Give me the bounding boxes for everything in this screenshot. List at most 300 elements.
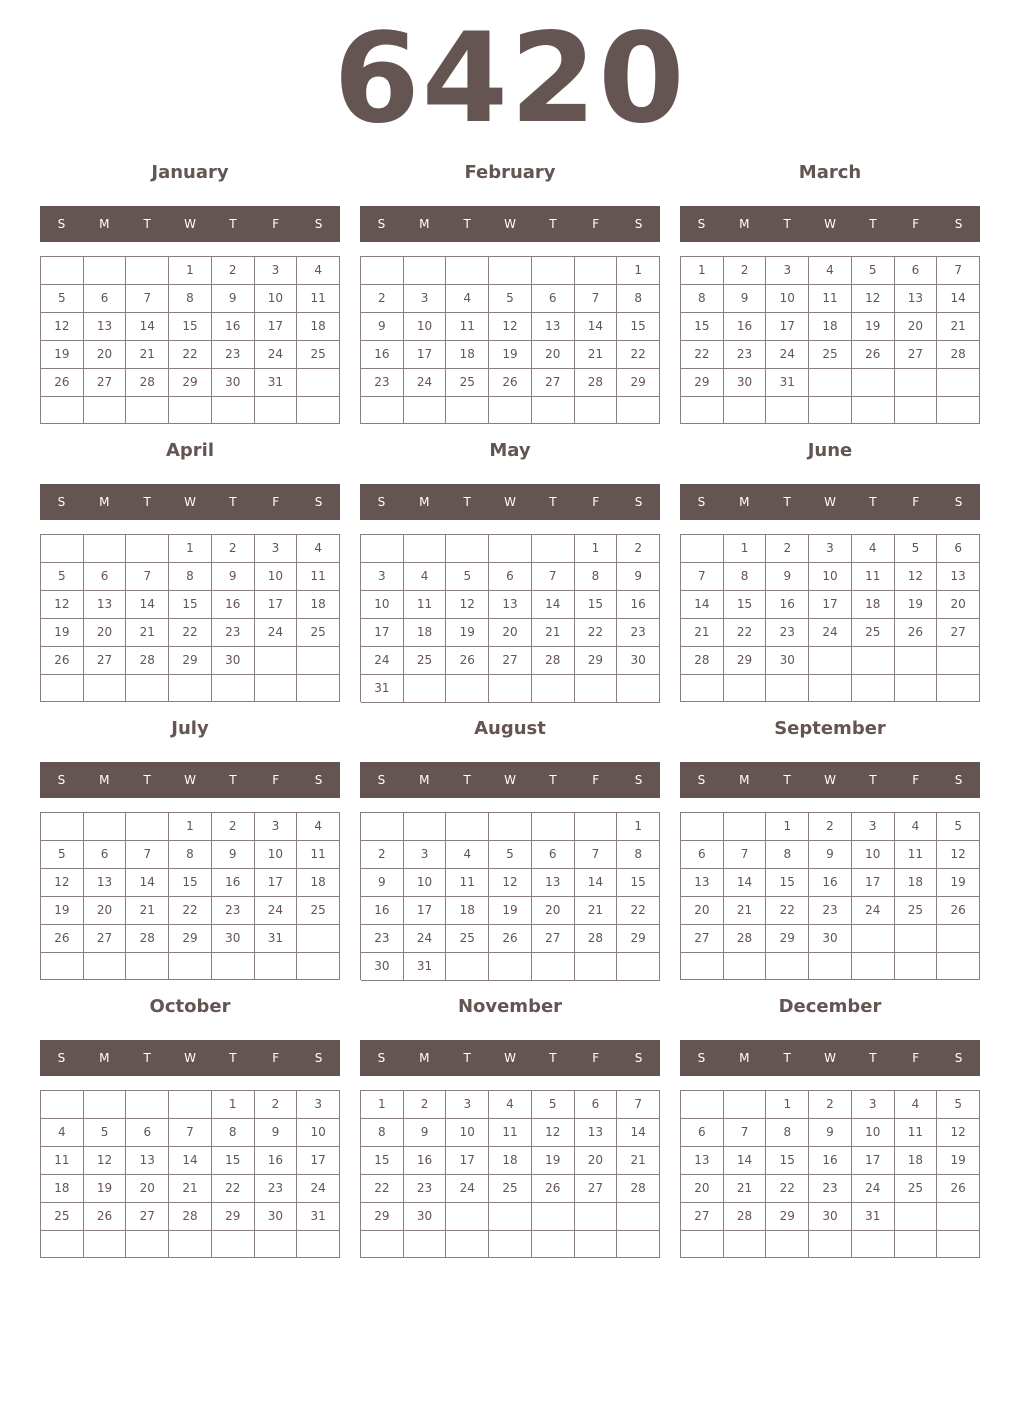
empty-day-cell xyxy=(126,535,169,563)
day-cell: 7 xyxy=(575,841,618,869)
month-name: September xyxy=(774,718,886,739)
empty-day-cell xyxy=(937,369,980,397)
day-cell: 27 xyxy=(937,619,980,647)
empty-day-cell xyxy=(41,953,84,980)
day-cell: 11 xyxy=(404,591,447,619)
day-cell: 27 xyxy=(126,1203,169,1231)
day-cell: 9 xyxy=(617,563,660,591)
day-cell: 3 xyxy=(852,813,895,841)
weekday-label: T xyxy=(229,773,237,787)
day-cell: 30 xyxy=(809,925,852,953)
day-cell: 28 xyxy=(617,1175,660,1203)
day-cell: 20 xyxy=(84,619,127,647)
day-cell: 14 xyxy=(126,313,169,341)
weekday-label: S xyxy=(377,773,386,787)
day-cell: 10 xyxy=(297,1119,340,1147)
empty-day-cell xyxy=(895,675,938,702)
day-cell: 2 xyxy=(212,535,255,563)
day-cell: 2 xyxy=(255,1091,298,1119)
empty-day-cell xyxy=(852,675,895,702)
empty-day-cell xyxy=(404,535,447,563)
month-name: October xyxy=(149,996,231,1017)
year-title: 6420 xyxy=(333,7,687,151)
weekday-label: W xyxy=(184,1051,196,1065)
day-cell: 17 xyxy=(255,591,298,619)
day-cell: 12 xyxy=(41,313,84,341)
day-cell: 18 xyxy=(297,869,340,897)
weekday-label: S xyxy=(377,1051,386,1065)
empty-day-cell xyxy=(255,647,298,675)
day-cell: 30 xyxy=(809,1203,852,1231)
empty-day-cell xyxy=(489,1203,532,1231)
day-grid xyxy=(680,812,980,980)
weekday-label: F xyxy=(592,1051,600,1065)
day-cell: 23 xyxy=(212,341,255,369)
weekday-label: S xyxy=(314,1051,323,1065)
day-cell: 25 xyxy=(809,341,852,369)
day-cell: 21 xyxy=(575,897,618,925)
day-cell: 1 xyxy=(617,813,660,841)
day-cell: 23 xyxy=(617,619,660,647)
empty-day-cell xyxy=(895,1231,938,1258)
day-cell: 11 xyxy=(809,285,852,313)
day-cell: 19 xyxy=(937,1147,980,1175)
weekday-header xyxy=(680,762,980,798)
weekday-label: T xyxy=(869,1051,877,1065)
day-cell: 27 xyxy=(532,925,575,953)
empty-day-cell xyxy=(41,813,84,841)
weekday-label: S xyxy=(314,217,323,231)
day-cell: 4 xyxy=(41,1119,84,1147)
empty-day-cell xyxy=(617,953,660,981)
day-cell: 20 xyxy=(895,313,938,341)
day-cell: 6 xyxy=(575,1091,618,1119)
empty-day-cell xyxy=(724,1091,767,1119)
day-cell: 3 xyxy=(446,1091,489,1119)
empty-day-cell xyxy=(169,1091,212,1119)
day-cell: 8 xyxy=(617,841,660,869)
day-cell: 12 xyxy=(937,1119,980,1147)
day-grid xyxy=(680,1090,980,1258)
day-cell: 8 xyxy=(169,841,212,869)
weekday-label: F xyxy=(272,1051,280,1065)
weekday-label: T xyxy=(549,1051,557,1065)
day-cell: 17 xyxy=(255,869,298,897)
day-cell: 2 xyxy=(809,813,852,841)
empty-day-cell xyxy=(255,1231,298,1258)
day-cell: 9 xyxy=(766,563,809,591)
month-name: February xyxy=(464,162,556,183)
day-cell: 4 xyxy=(895,813,938,841)
empty-day-cell xyxy=(489,535,532,563)
day-cell: 6 xyxy=(489,563,532,591)
empty-day-cell xyxy=(446,397,489,424)
day-cell: 1 xyxy=(681,257,724,285)
day-cell: 20 xyxy=(532,897,575,925)
day-cell: 7 xyxy=(575,285,618,313)
weekday-label: W xyxy=(184,217,196,231)
day-cell: 3 xyxy=(255,257,298,285)
day-cell: 23 xyxy=(212,619,255,647)
empty-day-cell xyxy=(852,1231,895,1258)
weekday-label: T xyxy=(549,495,557,509)
empty-day-cell xyxy=(532,535,575,563)
weekday-label: S xyxy=(634,1051,643,1065)
weekday-header xyxy=(360,484,660,520)
weekday-label: M xyxy=(739,1051,750,1065)
day-grid xyxy=(360,1090,660,1258)
day-cell: 1 xyxy=(575,535,618,563)
empty-day-cell xyxy=(895,647,938,675)
day-cell: 13 xyxy=(84,869,127,897)
day-cell: 29 xyxy=(361,1203,404,1231)
day-cell: 7 xyxy=(169,1119,212,1147)
weekday-label: S xyxy=(954,217,963,231)
empty-day-cell xyxy=(361,397,404,424)
empty-day-cell xyxy=(446,953,489,981)
day-cell: 5 xyxy=(84,1119,127,1147)
empty-day-cell xyxy=(809,675,852,702)
empty-day-cell xyxy=(766,675,809,702)
empty-day-cell xyxy=(895,369,938,397)
day-cell: 23 xyxy=(361,925,404,953)
day-cell: 2 xyxy=(724,257,767,285)
day-cell: 28 xyxy=(681,647,724,675)
weekday-label: S xyxy=(634,773,643,787)
day-cell: 27 xyxy=(895,341,938,369)
day-cell: 16 xyxy=(212,313,255,341)
day-cell: 20 xyxy=(681,897,724,925)
day-cell: 18 xyxy=(446,897,489,925)
day-cell: 26 xyxy=(852,341,895,369)
empty-day-cell xyxy=(489,813,532,841)
day-cell: 28 xyxy=(724,1203,767,1231)
weekday-label: S xyxy=(57,1051,66,1065)
empty-day-cell xyxy=(895,925,938,953)
weekday-label: T xyxy=(143,773,151,787)
day-cell: 31 xyxy=(255,369,298,397)
day-cell: 29 xyxy=(724,647,767,675)
day-cell: 19 xyxy=(532,1147,575,1175)
day-cell: 30 xyxy=(212,369,255,397)
empty-day-cell xyxy=(681,953,724,980)
day-cell: 14 xyxy=(169,1147,212,1175)
empty-day-cell xyxy=(681,1231,724,1258)
day-cell: 6 xyxy=(84,563,127,591)
empty-day-cell xyxy=(446,1231,489,1258)
weekday-header xyxy=(40,1040,340,1076)
empty-day-cell xyxy=(41,675,84,702)
day-cell: 3 xyxy=(766,257,809,285)
empty-day-cell xyxy=(575,397,618,424)
day-cell: 19 xyxy=(41,619,84,647)
day-cell: 20 xyxy=(937,591,980,619)
day-cell: 24 xyxy=(255,341,298,369)
empty-day-cell xyxy=(404,675,447,703)
day-cell: 11 xyxy=(297,285,340,313)
weekday-label: F xyxy=(912,1051,920,1065)
empty-day-cell xyxy=(489,675,532,703)
weekday-label: S xyxy=(377,495,386,509)
day-cell: 11 xyxy=(446,869,489,897)
day-cell: 12 xyxy=(895,563,938,591)
day-cell: 17 xyxy=(809,591,852,619)
day-cell: 13 xyxy=(84,313,127,341)
empty-day-cell xyxy=(255,397,298,424)
weekday-header xyxy=(680,206,980,242)
day-cell: 25 xyxy=(489,1175,532,1203)
day-cell: 12 xyxy=(532,1119,575,1147)
day-grid xyxy=(40,256,340,424)
empty-day-cell xyxy=(937,925,980,953)
day-cell: 16 xyxy=(212,869,255,897)
day-cell: 14 xyxy=(617,1119,660,1147)
day-cell: 1 xyxy=(617,257,660,285)
empty-day-cell xyxy=(169,953,212,980)
day-cell: 1 xyxy=(361,1091,404,1119)
day-cell: 22 xyxy=(766,897,809,925)
day-cell: 29 xyxy=(169,647,212,675)
empty-day-cell xyxy=(489,257,532,285)
empty-day-cell xyxy=(446,675,489,703)
day-cell: 6 xyxy=(84,841,127,869)
day-cell: 17 xyxy=(404,897,447,925)
day-cell: 6 xyxy=(532,285,575,313)
day-cell: 28 xyxy=(126,369,169,397)
day-cell: 25 xyxy=(895,1175,938,1203)
day-cell: 28 xyxy=(937,341,980,369)
empty-day-cell xyxy=(489,397,532,424)
day-cell: 16 xyxy=(766,591,809,619)
day-cell: 24 xyxy=(255,897,298,925)
weekday-label: S xyxy=(634,495,643,509)
day-cell: 27 xyxy=(575,1175,618,1203)
empty-day-cell xyxy=(84,813,127,841)
day-cell: 14 xyxy=(724,869,767,897)
day-cell: 24 xyxy=(809,619,852,647)
empty-day-cell xyxy=(852,925,895,953)
empty-day-cell xyxy=(809,369,852,397)
weekday-label: T xyxy=(229,217,237,231)
empty-day-cell xyxy=(255,675,298,702)
day-cell: 8 xyxy=(575,563,618,591)
day-cell: 1 xyxy=(766,813,809,841)
day-cell: 26 xyxy=(489,369,532,397)
day-cell: 31 xyxy=(255,925,298,953)
empty-day-cell xyxy=(852,369,895,397)
day-cell: 5 xyxy=(489,841,532,869)
day-cell: 4 xyxy=(446,285,489,313)
day-cell: 8 xyxy=(617,285,660,313)
day-cell: 19 xyxy=(84,1175,127,1203)
empty-day-cell xyxy=(766,1231,809,1258)
empty-day-cell xyxy=(169,1231,212,1258)
day-cell: 21 xyxy=(681,619,724,647)
empty-day-cell xyxy=(126,1091,169,1119)
day-cell: 19 xyxy=(489,897,532,925)
day-cell: 19 xyxy=(446,619,489,647)
day-cell: 15 xyxy=(169,313,212,341)
day-cell: 16 xyxy=(617,591,660,619)
day-cell: 4 xyxy=(809,257,852,285)
empty-day-cell xyxy=(724,397,767,424)
weekday-label: M xyxy=(739,495,750,509)
weekday-label: W xyxy=(824,495,836,509)
day-cell: 5 xyxy=(41,841,84,869)
day-cell: 3 xyxy=(404,285,447,313)
day-cell: 5 xyxy=(41,563,84,591)
weekday-label: T xyxy=(463,1051,471,1065)
empty-day-cell xyxy=(404,1231,447,1258)
day-cell: 16 xyxy=(404,1147,447,1175)
day-grid xyxy=(40,812,340,980)
day-cell: 11 xyxy=(297,563,340,591)
empty-day-cell xyxy=(169,397,212,424)
day-cell: 21 xyxy=(126,619,169,647)
weekday-header xyxy=(40,762,340,798)
day-cell: 11 xyxy=(297,841,340,869)
weekday-label: T xyxy=(143,217,151,231)
weekday-label: W xyxy=(504,1051,516,1065)
empty-day-cell xyxy=(404,257,447,285)
empty-day-cell xyxy=(84,1231,127,1258)
day-cell: 29 xyxy=(681,369,724,397)
day-cell: 7 xyxy=(681,563,724,591)
day-cell: 15 xyxy=(766,869,809,897)
month-name: April xyxy=(165,440,215,461)
day-cell: 22 xyxy=(681,341,724,369)
empty-day-cell xyxy=(681,675,724,702)
day-cell: 21 xyxy=(724,897,767,925)
day-cell: 14 xyxy=(532,591,575,619)
empty-day-cell xyxy=(169,675,212,702)
empty-day-cell xyxy=(681,535,724,563)
weekday-label: T xyxy=(229,495,237,509)
day-cell: 1 xyxy=(169,535,212,563)
day-cell: 14 xyxy=(126,869,169,897)
day-cell: 21 xyxy=(575,341,618,369)
day-cell: 5 xyxy=(532,1091,575,1119)
day-cell: 4 xyxy=(852,535,895,563)
weekday-label: W xyxy=(824,773,836,787)
day-cell: 19 xyxy=(937,869,980,897)
weekday-label: F xyxy=(592,773,600,787)
empty-day-cell xyxy=(617,1231,660,1258)
day-cell: 6 xyxy=(937,535,980,563)
weekday-label: T xyxy=(869,495,877,509)
empty-day-cell xyxy=(41,257,84,285)
empty-day-cell xyxy=(937,1203,980,1231)
empty-day-cell xyxy=(809,953,852,980)
day-cell: 2 xyxy=(766,535,809,563)
day-cell: 4 xyxy=(297,257,340,285)
day-cell: 20 xyxy=(84,897,127,925)
day-cell: 10 xyxy=(404,313,447,341)
day-cell: 9 xyxy=(404,1119,447,1147)
weekday-label: M xyxy=(419,773,430,787)
day-cell: 2 xyxy=(809,1091,852,1119)
weekday-label: T xyxy=(549,217,557,231)
day-cell: 16 xyxy=(361,897,404,925)
day-cell: 17 xyxy=(404,341,447,369)
empty-day-cell xyxy=(84,257,127,285)
day-cell: 21 xyxy=(126,341,169,369)
empty-day-cell xyxy=(937,397,980,424)
weekday-label: S xyxy=(954,495,963,509)
day-cell: 15 xyxy=(169,591,212,619)
weekday-label: W xyxy=(184,495,196,509)
day-cell: 22 xyxy=(212,1175,255,1203)
day-cell: 7 xyxy=(532,563,575,591)
day-cell: 13 xyxy=(575,1119,618,1147)
day-cell: 25 xyxy=(852,619,895,647)
day-cell: 24 xyxy=(361,647,404,675)
month-name: August xyxy=(474,718,546,739)
weekday-label: M xyxy=(99,217,110,231)
day-cell: 27 xyxy=(532,369,575,397)
empty-day-cell xyxy=(532,1231,575,1258)
empty-day-cell xyxy=(724,675,767,702)
empty-day-cell xyxy=(575,1203,618,1231)
weekday-header xyxy=(680,1040,980,1076)
weekday-label: S xyxy=(314,773,323,787)
weekday-label: T xyxy=(143,1051,151,1065)
empty-day-cell xyxy=(446,813,489,841)
day-cell: 13 xyxy=(937,563,980,591)
empty-day-cell xyxy=(212,397,255,424)
day-cell: 29 xyxy=(617,369,660,397)
day-cell: 5 xyxy=(446,563,489,591)
empty-day-cell xyxy=(937,1231,980,1258)
empty-day-cell xyxy=(681,813,724,841)
day-cell: 18 xyxy=(41,1175,84,1203)
day-cell: 19 xyxy=(895,591,938,619)
day-cell: 30 xyxy=(212,647,255,675)
day-cell: 18 xyxy=(895,1147,938,1175)
empty-day-cell xyxy=(937,647,980,675)
day-cell: 12 xyxy=(852,285,895,313)
day-cell: 2 xyxy=(617,535,660,563)
day-cell: 29 xyxy=(212,1203,255,1231)
day-cell: 1 xyxy=(212,1091,255,1119)
day-cell: 2 xyxy=(361,285,404,313)
weekday-label: M xyxy=(419,1051,430,1065)
day-cell: 4 xyxy=(297,535,340,563)
empty-day-cell xyxy=(404,813,447,841)
day-cell: 9 xyxy=(212,841,255,869)
day-cell: 21 xyxy=(169,1175,212,1203)
empty-day-cell xyxy=(895,397,938,424)
empty-day-cell xyxy=(297,369,340,397)
weekday-header xyxy=(680,484,980,520)
day-cell: 1 xyxy=(724,535,767,563)
day-cell: 31 xyxy=(297,1203,340,1231)
day-cell: 12 xyxy=(489,869,532,897)
empty-day-cell xyxy=(489,1231,532,1258)
day-cell: 6 xyxy=(681,841,724,869)
day-cell: 23 xyxy=(809,897,852,925)
empty-day-cell xyxy=(532,1203,575,1231)
weekday-label: F xyxy=(272,495,280,509)
day-cell: 13 xyxy=(489,591,532,619)
empty-day-cell xyxy=(724,813,767,841)
day-grid xyxy=(680,256,980,424)
day-cell: 20 xyxy=(84,341,127,369)
empty-day-cell xyxy=(724,1231,767,1258)
day-cell: 18 xyxy=(446,341,489,369)
day-cell: 15 xyxy=(724,591,767,619)
day-cell: 23 xyxy=(724,341,767,369)
